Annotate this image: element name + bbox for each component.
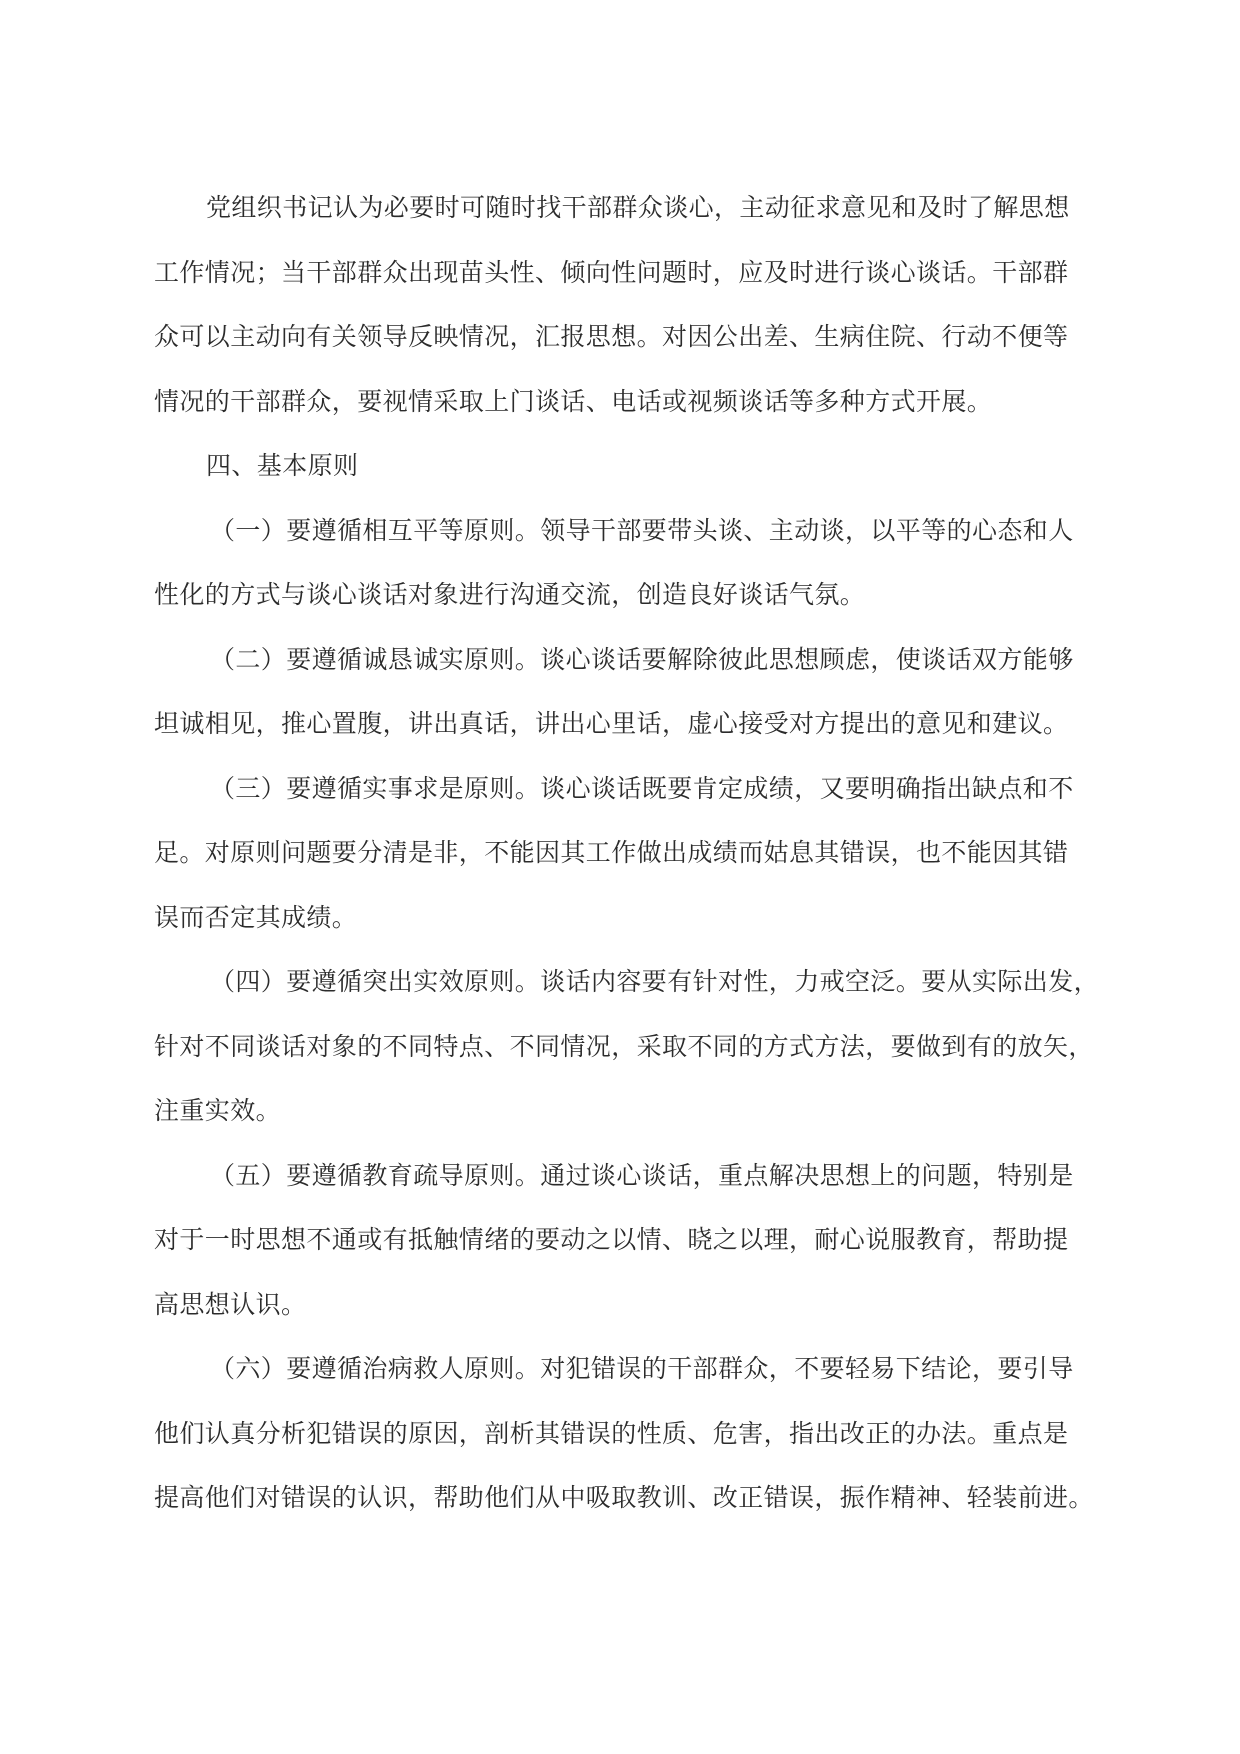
paragraph-line: 提高他们对错误的认识，帮助他们从中吸取教训、改正错误，振作精神、轻装前进。 — [154, 1483, 1094, 1512]
paragraph-line: 性化的方式与谈心谈话对象进行沟通交流，创造良好谈话气氛。 — [154, 580, 866, 609]
principle-4 — [154, 964, 1100, 1158]
principle-3 — [154, 771, 1084, 965]
paragraph-line: （四）要遵循突出实效原则。谈话内容要有针对性，力戒空泛。要从实际出发， — [210, 967, 1100, 996]
principle-6 — [154, 1351, 1094, 1545]
paragraph-line: （一）要遵循相互平等原则。领导干部要带头谈、主动谈，以平等的心态和人 — [210, 515, 1074, 545]
paragraph-line: 他们认真分析犯错误的原因，剖析其错误的性质、危害，指出改正的办法。重点是 — [154, 1418, 1069, 1448]
paragraph-line: （三）要遵循实事求是原则。谈心谈话既要肯定成绩，又要明确指出缺点和不 — [210, 773, 1074, 803]
paragraph-line: 众可以主动向有关领导反映情况，汇报思想。对因公出差、生病住院、行动不便等 — [154, 322, 1069, 351]
section-heading: 四、基本原则 — [206, 451, 359, 480]
paragraph-line: 对于一时思想不通或有抵触情绪的要动之以情、晓之以理，耐心说服教育，帮助提 — [154, 1225, 1069, 1254]
intro-paragraph — [154, 190, 1084, 448]
paragraph-line: 足。对原则问题要分清是非，不能因其工作做出成绩而姑息其错误，也不能因其错 — [154, 838, 1069, 867]
paragraph-line: 针对不同谈话对象的不同特点、不同情况，采取不同的方式方法，要做到有的放矢， — [154, 1031, 1094, 1061]
paragraph-line: （六）要遵循治病救人原则。对犯错误的干部群众，不要轻易下结论，要引导 — [210, 1354, 1074, 1383]
document-body — [154, 190, 1100, 1545]
paragraph-line: 坦诚相见，推心置腹，讲出真话，讲出心里话，虚心接受对方提出的意见和建议。 — [154, 709, 1069, 738]
principle-2 — [154, 642, 1084, 771]
paragraph-line: （五）要遵循教育疏导原则。通过谈心谈话，重点解决思想上的问题，特别是 — [210, 1160, 1074, 1190]
paragraph-line: 误而否定其成绩。 — [154, 902, 358, 932]
paragraph-line: 工作情况；当干部群众出现苗头性、倾向性问题时，应及时进行谈心谈话。干部群 — [154, 257, 1069, 287]
paragraph-line: 高思想认识。 — [154, 1289, 307, 1319]
paragraph-line: 注重实效。 — [154, 1096, 282, 1125]
principle-1 — [154, 513, 1084, 642]
paragraph-line: 党组织书记认为必要时可随时找干部群众谈心，主动征求意见和及时了解思想 — [206, 193, 1070, 222]
paragraph-line: （二）要遵循诚恳诚实原则。谈心谈话要解除彼此思想顾虑，使谈话双方能够 — [210, 644, 1074, 674]
principle-5 — [154, 1158, 1084, 1352]
paragraph-line: 情况的干部群众，要视情采取上门谈话、电话或视频谈话等多种方式开展。 — [154, 386, 993, 416]
